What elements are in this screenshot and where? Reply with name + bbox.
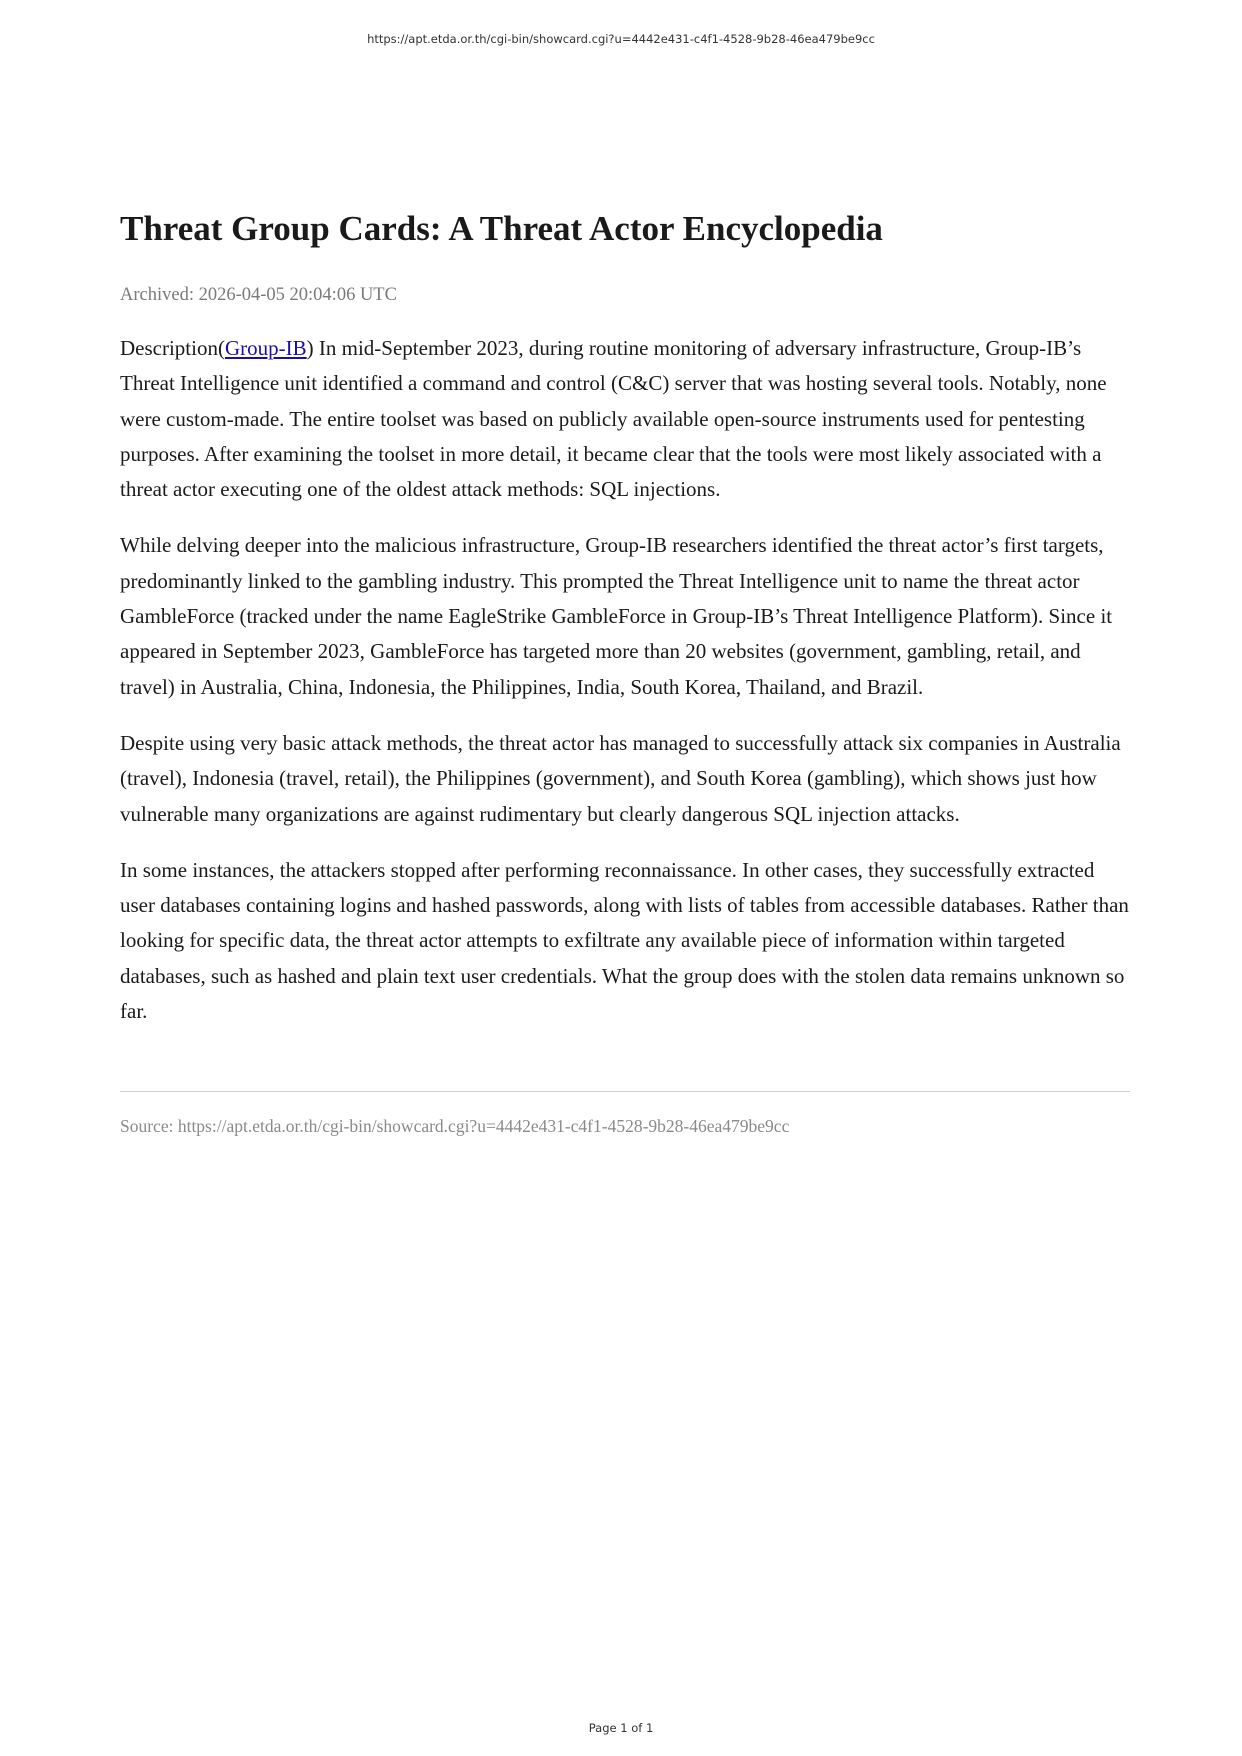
body-paragraph-1: While delving deeper into the malicious infrastructure, Group-IB researchers identified the threat actor’s first targets, predominantly linked to the gambling industry. This prompted the Threat Intelligence unit to name the threat actor GambleForce (tracked under the name EagleStrike GambleForce in Group-IB’s Threat Intelligence Platform). Since it appeared in September 2023, GambleForce has targeted more than 20 websites (government, gambling, retail, and travel) in Australia, China, Indonesia, the Philippines, India, South Korea, Thailand, and Brazil. bbox=[120, 533, 1113, 699]
divider bbox=[120, 1091, 1130, 1092]
description-text: ) In mid-September 2023, during routine monitoring of adversary infrastructure, Group-IB’s Threat Intelligence unit identified a command and control (C&C) server that was hosting several tools. Notably, none were custom-made. The entire toolset was based on publicly available open-source instruments used for pentesting purposes. After examining the toolset in more detail, it became clear that the tools were most likely associated with a threat actor executing one of the oldest attack methods: SQL injections. bbox=[120, 336, 1107, 502]
description-prefix: Description( bbox=[120, 336, 225, 360]
group-ib-link[interactable]: Group-IB bbox=[224, 336, 307, 360]
page-number: Page 1 of 1 bbox=[588, 1721, 654, 1735]
body-paragraph-3: In some instances, the attackers stopped after performing reconnaissance. In other cases, they successfully extracted user databases containing logins and hashed passwords, along with lists of tables from accessible databases. Rather than looking for specific data, the threat actor attempts to exfiltrate any available piece of information within targeted databases, such as hashed and plain text user credentials. What the group does with the stolen data remains unknown so far. bbox=[120, 857, 1129, 1024]
page-title: Threat Group Cards: A Threat Actor Encyclopedia bbox=[120, 209, 883, 248]
print-header-url: https://apt.etda.or.th/cgi-bin/showcard.cgi?u=4442e431-c4f1-4528-9b28-46ea479be9cc bbox=[367, 32, 875, 46]
description-paragraph bbox=[120, 331, 1130, 507]
article bbox=[120, 208, 1130, 1138]
source-url: Source: https://apt.etda.or.th/cgi-bin/showcard.cgi?u=4442e431-c4f1-4528-9b28-46ea479be9cc bbox=[120, 1116, 790, 1137]
body-paragraph-2: Despite using very basic attack methods, the threat actor has managed to successfully attack six companies in Australia (travel), Indonesia (travel, retail), the Philippines (government), and South Korea (gambling), which shows just how vulnerable many organizations are against rudimentary but clearly dangerous SQL injection attacks. bbox=[120, 730, 1121, 826]
archived-timestamp: Archived: 2026-04-05 20:04:06 UTC bbox=[120, 285, 397, 305]
